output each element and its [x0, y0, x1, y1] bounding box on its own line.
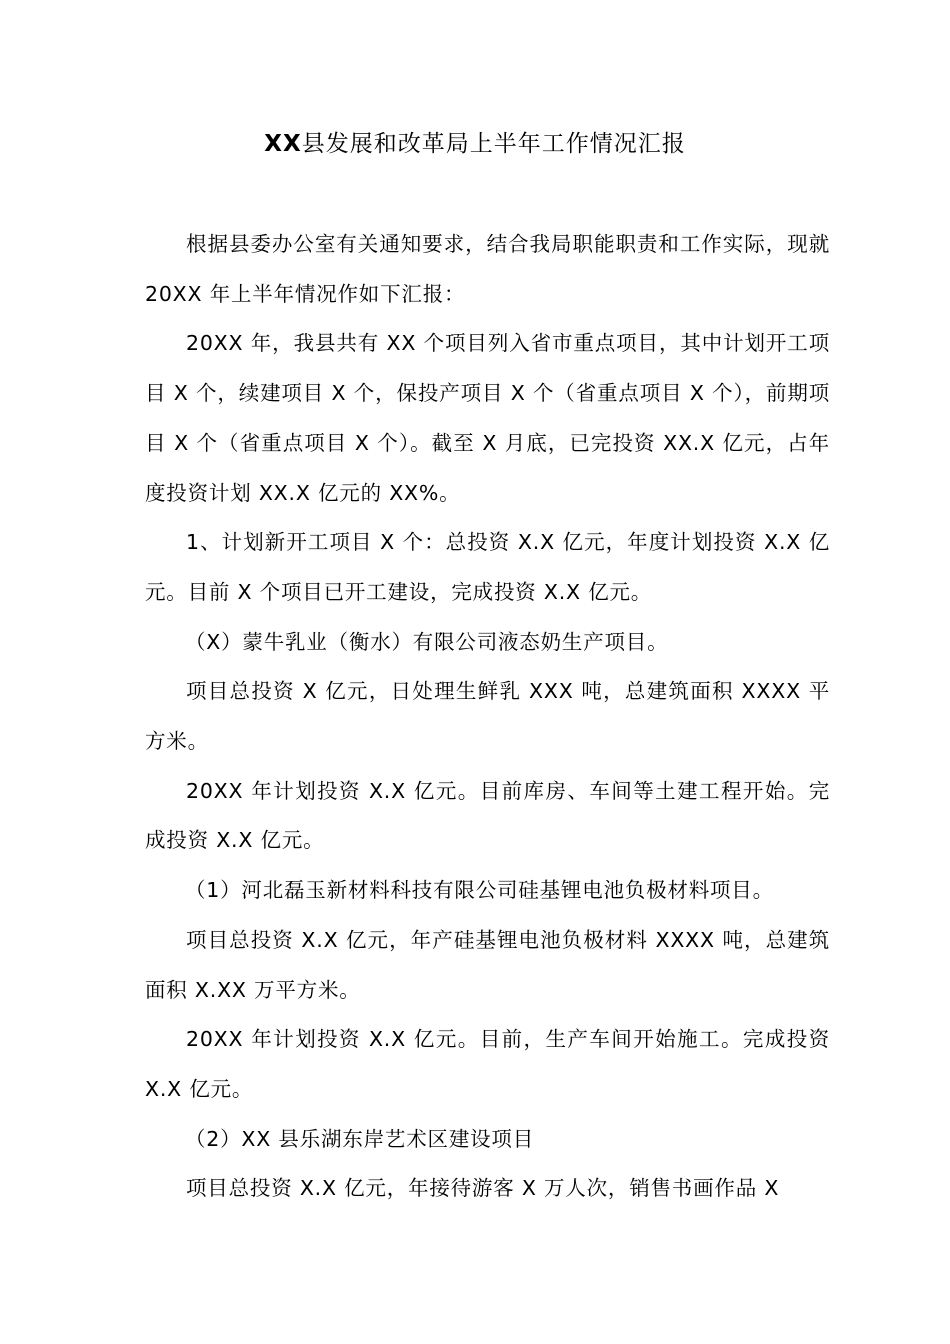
document-body — [145, 220, 830, 1214]
paragraph-project-heading: （2）XX 县乐湖东岸艺术区建设项目 — [184, 1126, 535, 1151]
paragraph-project-heading: （X）蒙牛乳业（衡水）有限公司液态奶生产项目。 — [184, 629, 669, 654]
document-title — [0, 126, 950, 162]
paragraph-project-detail: 项目总投资 X.X 亿元，年产硅基锂电池负极材料 XXXX 吨，总建筑面积 X.XX 万平方米。 — [145, 927, 830, 1002]
paragraph-project-heading: （1）河北磊玉新材料科技有限公司硅基锂电池负极材料项目。 — [184, 878, 774, 903]
paragraph-project-detail: 项目总投资 X 亿元，日处理生鲜乳 XXX 吨，总建筑面积 XXXX 平方米。 — [145, 679, 830, 754]
paragraph-project-detail: 项目总投资 X.X 亿元，年接待游客 X 万人次，销售书画作品 X — [186, 1176, 780, 1201]
paragraph-project-progress: 20XX 年计划投资 X.X 亿元。目前库房、车间等土建工程开始。完成投资 X.X 亿元。 — [145, 778, 830, 853]
paragraph-project-progress: 20XX 年计划投资 X.X 亿元。目前，生产车间开始施工。完成投资 X.X 亿元。 — [145, 1027, 830, 1101]
paragraph-new-projects: 1、计划新开工项目 X 个：总投资 X.X 亿元，年度计划投资 X.X 亿元。目前 X 个项目已开工建设，完成投资 X.X 亿元。 — [145, 530, 830, 604]
title-text: 县发展和改革局上半年工作情况汇报 — [301, 131, 686, 157]
title-prefix: XX — [264, 131, 302, 157]
paragraph-overview: 20XX 年，我县共有 XX 个项目列入省市重点项目，其中计划开工项目 X 个，续建项目 X 个，保投产项目 X 个（省重点项目 X 个），前期项目 X 个（省重点项目 X 个）。截至 X 月底，已完投资 XX.X 亿元，占年度投资计划 XX.X 亿元的 XX%。 — [145, 331, 830, 505]
paragraph-intro: 根据县委办公室有关通知要求，结合我局职能职责和工作实际，现就 20XX 年上半年情况作如下汇报： — [145, 232, 830, 306]
